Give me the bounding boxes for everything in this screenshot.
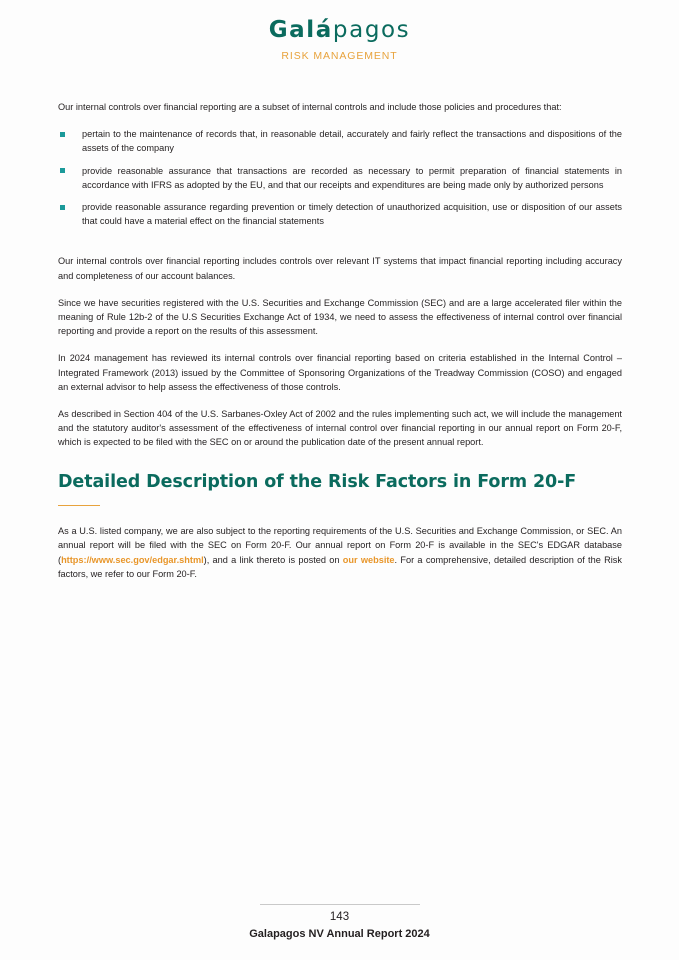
- list-item: [58, 127, 622, 155]
- footer-report-title: Galapagos NV Annual Report 2024: [249, 928, 430, 940]
- our-website-link[interactable]: our website: [342, 554, 395, 565]
- paragraph-coso-framework: In 2024 management has reviewed its internal controls over financial reporting based on criteria established in the Internal Control – Integrated Framework (2013) issued by the Committee of Sponsoring Organizations of the Treadway Commission (COSO) and engaged an external advisor to help assess the effectiveness of those controls.: [58, 353, 622, 392]
- list-item: [58, 164, 622, 192]
- intro-paragraph: Our internal controls over financial reporting are a subset of internal controls and include those policies and procedures that:: [58, 102, 562, 112]
- square-bullet-icon: [60, 168, 65, 173]
- paragraph-closing: [58, 524, 622, 581]
- paragraph-it-systems: Our internal controls over financial reporting includes controls over relevant IT systems that impact financial reporting including accuracy and completeness of our account balances.: [58, 256, 622, 281]
- logo-text-part1: Gal: [268, 17, 316, 43]
- page-content: [58, 100, 622, 594]
- controls-bullet-list: [58, 127, 622, 228]
- logo-accent-char: á: [315, 17, 333, 43]
- paragraph-sec-filer: Since we have securities registered with the U.S. Securities and Exchange Commission (SEC) and are a large accelerated filer within the meaning of Rule 12b-2 of the U.S Securities Exchange Act of 1934, we need to assess the effectiveness of internal control over financial reporting and provide a report on the results of this assessment.: [58, 297, 622, 337]
- closing-text-after: . For a comprehensive, detailed description of the Risk factors, we refer to our Form 20-F.: [58, 554, 622, 579]
- page-footer: [0, 904, 679, 940]
- edgar-database-link[interactable]: https://www.sec.gov/edgar.shtml: [61, 554, 204, 565]
- galapagos-logo: [0, 18, 679, 43]
- list-item-text: provide reasonable assurance that transactions are recorded as necessary to permit preparation of financial statements in accordance with IFRS as adopted by the EU, and that our receipts and expenditures are being made only by authorized persons: [82, 165, 622, 190]
- spacer: [58, 238, 622, 254]
- list-item-text: pertain to the maintenance of records that, in reasonable detail, accurately and fairly reflect the transactions and dispositions of the assets of the company: [82, 129, 622, 154]
- header-subtitle: RISK MANAGEMENT: [281, 50, 398, 63]
- page-header: [0, 18, 679, 62]
- logo-text-part2: pagos: [332, 17, 411, 43]
- closing-text-before: As a U.S. listed company, we are also subject to the reporting requirements of the U.S. Securities and Exchange Commission, or SEC. An annual report will be filed with the SEC on Form 20-F. Our annual report on Form 20-F is available in the SEC's EDGAR database (: [58, 526, 622, 565]
- paragraph-section-404: As described in Section 404 of the U.S. Sarbanes-Oxley Act of 2002 and the rules implementing such act, we will include the management and the statutory auditor's assessment of the effectiveness of internal control over financial reporting in our annual report on Form 20-F, which is expected to be filed with the SEC on or around the publication date of the present annual report.: [58, 409, 622, 448]
- section-divider: [58, 505, 100, 507]
- square-bullet-icon: [60, 132, 65, 137]
- page-number: 143: [329, 911, 350, 923]
- section-heading-risk-factors: Detailed Description of the Risk Factors in Form 20-F: [58, 471, 577, 492]
- footer-divider: [260, 904, 420, 905]
- list-item-text: provide reasonable assurance regarding prevention or timely detection of unauthorized acquisition, use or disposition of our assets that could have a material effect on the financial statements: [82, 202, 622, 227]
- closing-text-mid: ), and a link thereto is posted on: [203, 554, 343, 565]
- list-item: [58, 200, 622, 228]
- square-bullet-icon: [60, 205, 65, 210]
